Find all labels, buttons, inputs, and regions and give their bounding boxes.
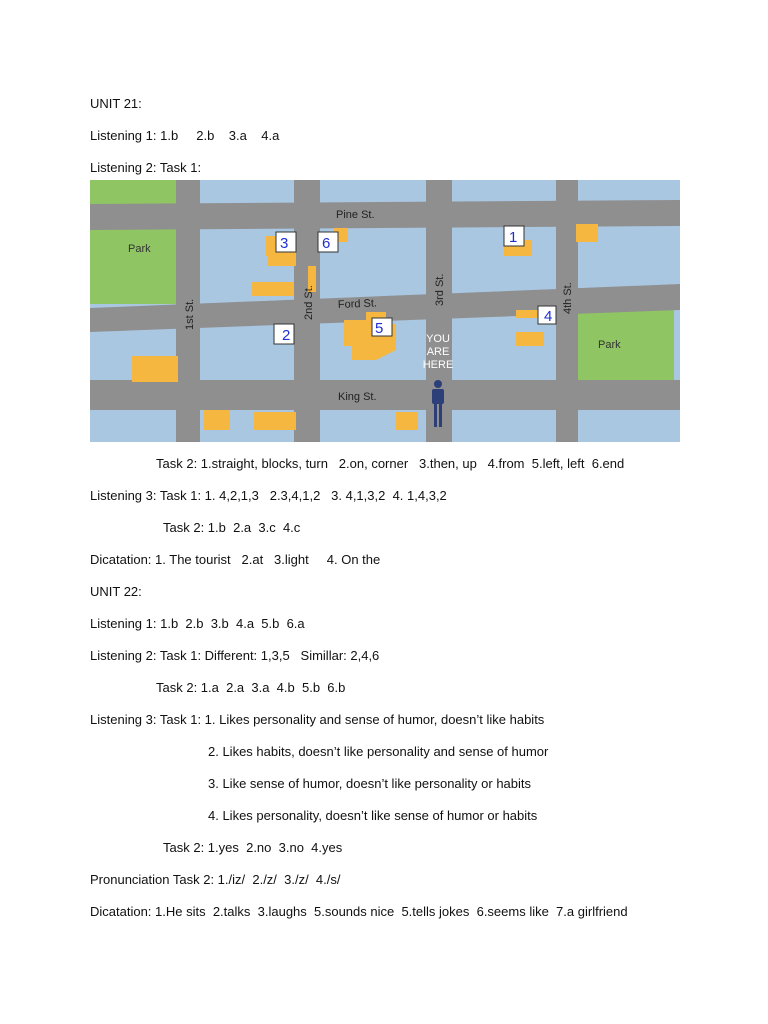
you-are-here-line3: HERE — [422, 359, 454, 371]
building — [516, 332, 544, 346]
answer-line-listening2-task2: Task 2: 1.straight, blocks, turn 2.on, corner 3.then, up 4.from 5.left, left 6.end — [156, 456, 625, 471]
building — [576, 224, 598, 242]
marker-4: 4 — [544, 308, 553, 325]
answer-line-u22-listening3-task1-item3: 3. Like sense of humor, doesn’t like personality or habits — [208, 776, 532, 791]
building — [132, 356, 178, 382]
answer-line-dictation-unit22: Dicatation: 1.He sits 2.talks 3.laughs 5.sounds nice 5.tells jokes 6.seems like 7.a girlfriend — [90, 904, 628, 919]
building — [254, 412, 296, 430]
you-are-here-line1: YOU — [426, 333, 450, 345]
answer-line-u22-listening3-task2: Task 2: 1.yes 2.no 3.no 4.yes — [163, 840, 343, 855]
answer-line-listening3-task2: Task 2: 1.b 2.a 3.c 4.c — [163, 520, 301, 535]
second-street-label: 2nd St. — [303, 285, 315, 320]
answer-line-listening3-task1: Listening 3: Task 1: 1. 4,2,1,3 2.3,4,1,2 3. 4,1,3,2 4. 1,4,3,2 — [90, 488, 447, 503]
building — [396, 412, 418, 430]
answer-line-u22-listening1: Listening 1: 1.b 2.b 3.b 4.a 5.b 6.a — [90, 616, 305, 631]
answer-line-u22-listening2-task2: Task 2: 1.a 2.a 3.a 4.b 5.b 6.b — [156, 680, 346, 695]
marker-2: 2 — [282, 327, 291, 344]
answer-line-dictation-unit21: Dicatation: 1. The tourist 2.at 3.light 4. On the — [90, 552, 381, 567]
answer-line-u22-listening2-task1: Listening 2: Task 1: Different: 1,3,5 Simillar: 2,4,6 — [90, 648, 380, 663]
park-left-label: Park — [128, 243, 151, 255]
building — [204, 410, 230, 430]
answer-line-u22-listening3-task1-item1: Listening 3: Task 1: 1. Likes personality and sense of humor, doesn’t like habits — [90, 712, 545, 727]
marker-3: 3 — [280, 235, 289, 252]
answer-line-u22-listening3-task1-item2: 2. Likes habits, doesn’t like personality and sense of humor — [208, 744, 549, 759]
pine-street-label: Pine St. — [336, 209, 375, 221]
marker-6: 6 — [322, 235, 331, 252]
answer-line-listening1: Listening 1: 1.b 2.b 3.a 4.a — [90, 128, 280, 143]
fourth-street-label: 4th St. — [562, 282, 574, 314]
street-map-figure — [90, 180, 680, 442]
answer-line-unit22: UNIT 22: — [90, 584, 142, 599]
answer-line-u22-listening3-task1-item4: 4. Likes personality, doesn’t like sense of humor or habits — [208, 808, 538, 823]
marker-5: 5 — [375, 320, 384, 337]
building — [252, 282, 294, 296]
park-left — [90, 180, 176, 304]
ford-street-label: Ford St. — [337, 297, 378, 311]
marker-1: 1 — [509, 229, 518, 246]
king-street-label: King St. — [338, 391, 377, 403]
park-right — [578, 304, 674, 380]
park-right-label: Park — [598, 339, 621, 351]
answer-line-pronunciation: Pronunciation Task 2: 1./iz/ 2./z/ 3./z/ 4./s/ — [90, 872, 341, 887]
answer-line-listening2-task1: Listening 2: Task 1: — [90, 160, 202, 175]
third-street-label: 3rd St. — [434, 273, 446, 306]
you-are-here-line2: ARE — [426, 346, 450, 358]
building — [516, 310, 538, 318]
answer-line-unit21: UNIT 21: — [90, 96, 142, 111]
first-street-label: 1st St. — [184, 298, 196, 330]
